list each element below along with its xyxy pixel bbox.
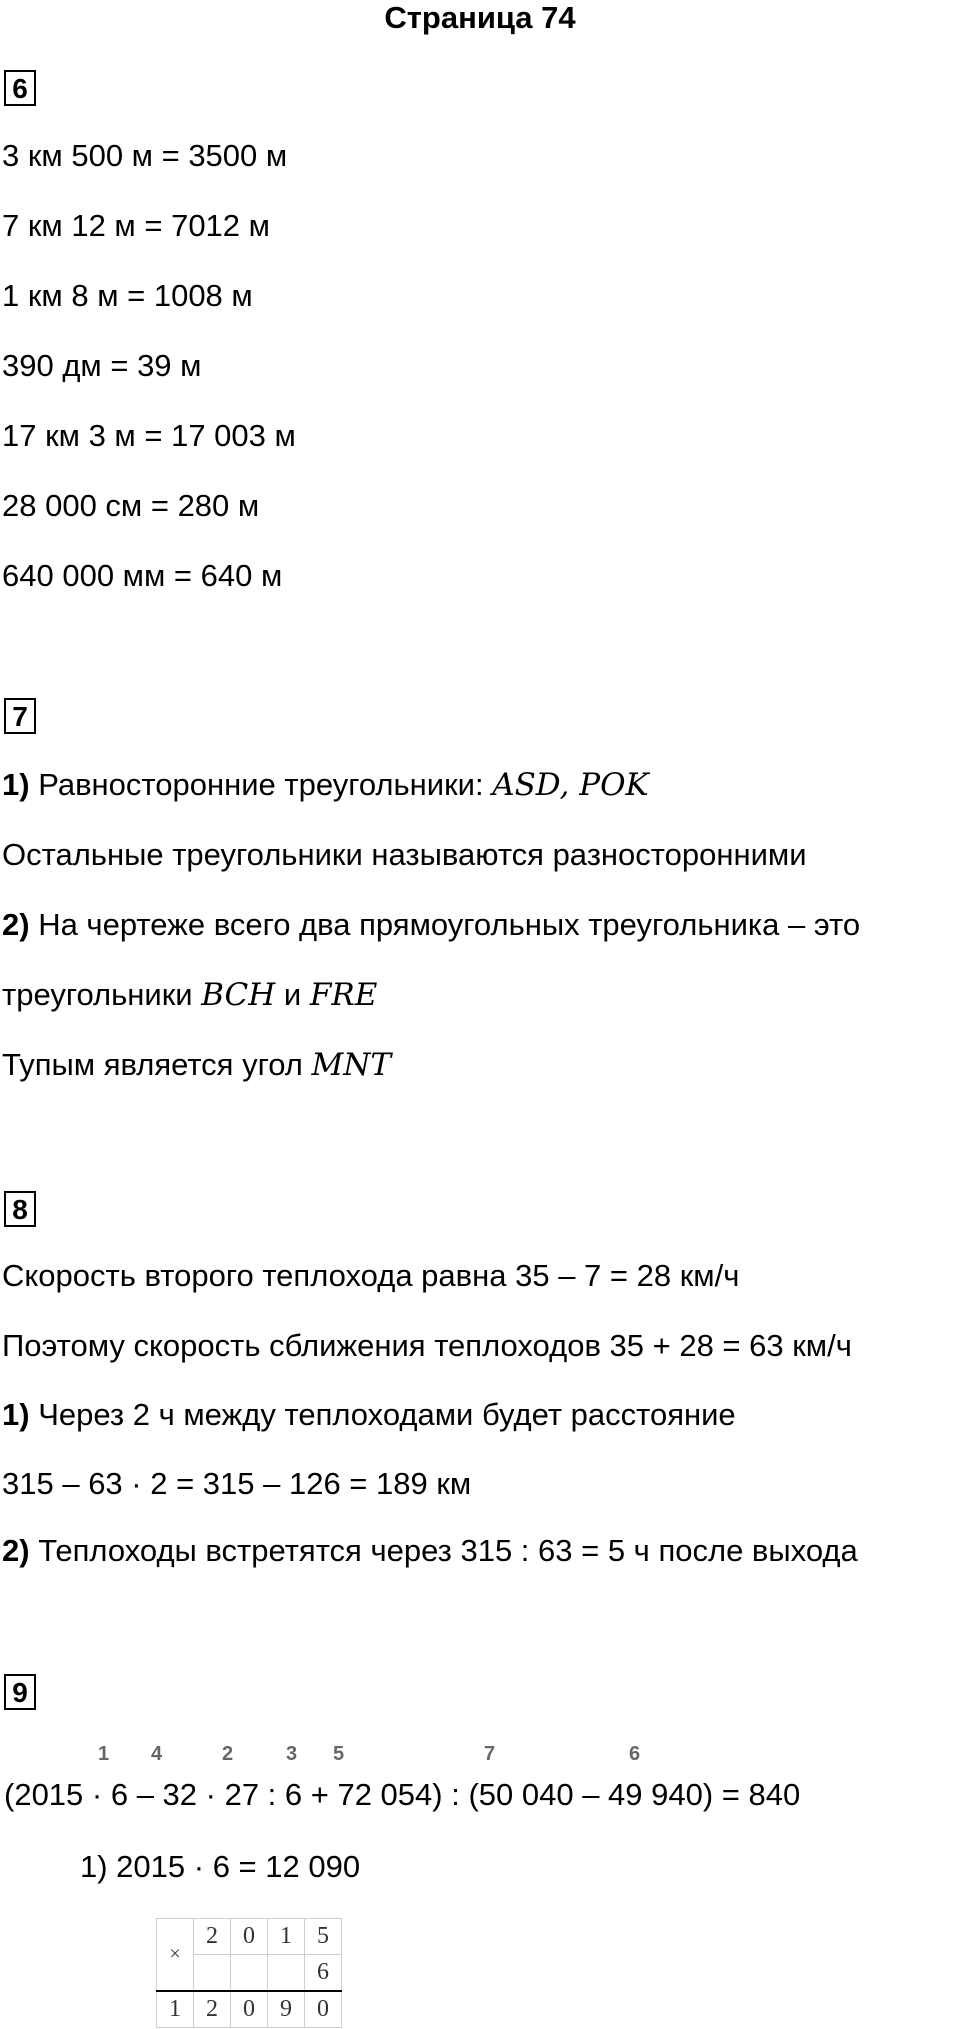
part-text: Теплоходы встретятся через 315 : 63 = 5 ч после выхода [29,1533,858,1568]
task-number-6: 6 [4,70,36,106]
order-mark: 3 [286,1743,298,1765]
task8-line4: 315 – 63 · 2 = 315 – 126 = 189 км [2,1466,472,1501]
order-mark: 6 [629,1743,641,1765]
column-multiplication [156,1918,342,2028]
order-mark: 5 [333,1743,345,1765]
task7-line2: Остальные треугольники называются разносторонними [2,837,807,872]
conversion-line: 7 км 12 м = 7012 м [2,208,270,243]
order-mark: 7 [484,1743,496,1765]
math-angle: MNT [311,1047,392,1083]
digit-cell: 1 [157,1991,194,2028]
conversion-line: 1 км 8 м = 1008 м [2,278,253,313]
math-triangle: BCH [201,977,276,1013]
digit-cell: 9 [268,1991,305,2028]
task8-line2: Поэтому скорость сближения теплоходов 35 + 28 = 63 км/ч [2,1328,852,1363]
task7-part2 [2,905,860,945]
task9-expression: (2015 · 6 – 32 · 27 : 6 + 72 054) : (50 040 – 49 940) = 840 [4,1777,801,1812]
part-text: Через 2 ч между теплоходами будет расстояние [29,1397,736,1432]
digit-cell: 2 [194,1919,231,1955]
multiply-sign: × [157,1919,194,1992]
task7-line5 [2,1045,391,1085]
digit-cell: 6 [305,1955,342,1992]
task8-part1 [2,1395,736,1435]
digit-cell: 5 [305,1919,342,1955]
digit-cell: 2 [194,1991,231,2028]
conversion-line: 390 дм = 39 м [2,348,202,383]
order-mark: 1 [98,1743,110,1765]
task7-part1 [2,765,649,805]
math-triangles: ASD, POK [492,767,649,803]
part-text: Тупым является угол [2,1047,312,1082]
task9-step1: 1) 2015 · 6 = 12 090 [80,1849,361,1884]
task7-line4 [2,975,377,1015]
part-label: 1) [2,1397,30,1432]
part-label: 2) [2,907,30,942]
digit-cell: 0 [231,1919,268,1955]
math-triangle: FRE [309,977,378,1013]
part-text: На чертеже всего два прямоугольных треугольника – это [29,907,861,942]
conversion-line: 640 000 мм = 640 м [2,558,283,593]
digit-cell [231,1955,268,1992]
task8-part2 [2,1531,858,1571]
part-label: 1) [2,767,30,802]
digit-cell [268,1955,305,1992]
digit-cell: 1 [268,1919,305,1955]
task8-line1: Скорость второго теплохода равна 35 – 7 = 28 км/ч [2,1258,740,1293]
task-number-8: 8 [4,1191,36,1227]
conversion-line: 3 км 500 м = 3500 м [2,138,288,173]
order-mark: 2 [222,1743,234,1765]
page-title: Страница 74 [384,0,576,35]
part-label: 2) [2,1533,30,1568]
part-text: Равносторонние треугольники: [29,767,493,802]
digit-cell: 0 [305,1991,342,2028]
conversion-line: 17 км 3 м = 17 003 м [2,418,296,453]
digit-cell [194,1955,231,1992]
task-number-9: 9 [4,1674,36,1710]
task-number-7: 7 [4,698,36,734]
conversion-line: 28 000 см = 280 м [2,488,260,523]
part-text: и [275,977,310,1012]
part-text: треугольники [2,977,202,1012]
digit-cell: 0 [231,1991,268,2028]
order-mark: 4 [151,1743,163,1765]
